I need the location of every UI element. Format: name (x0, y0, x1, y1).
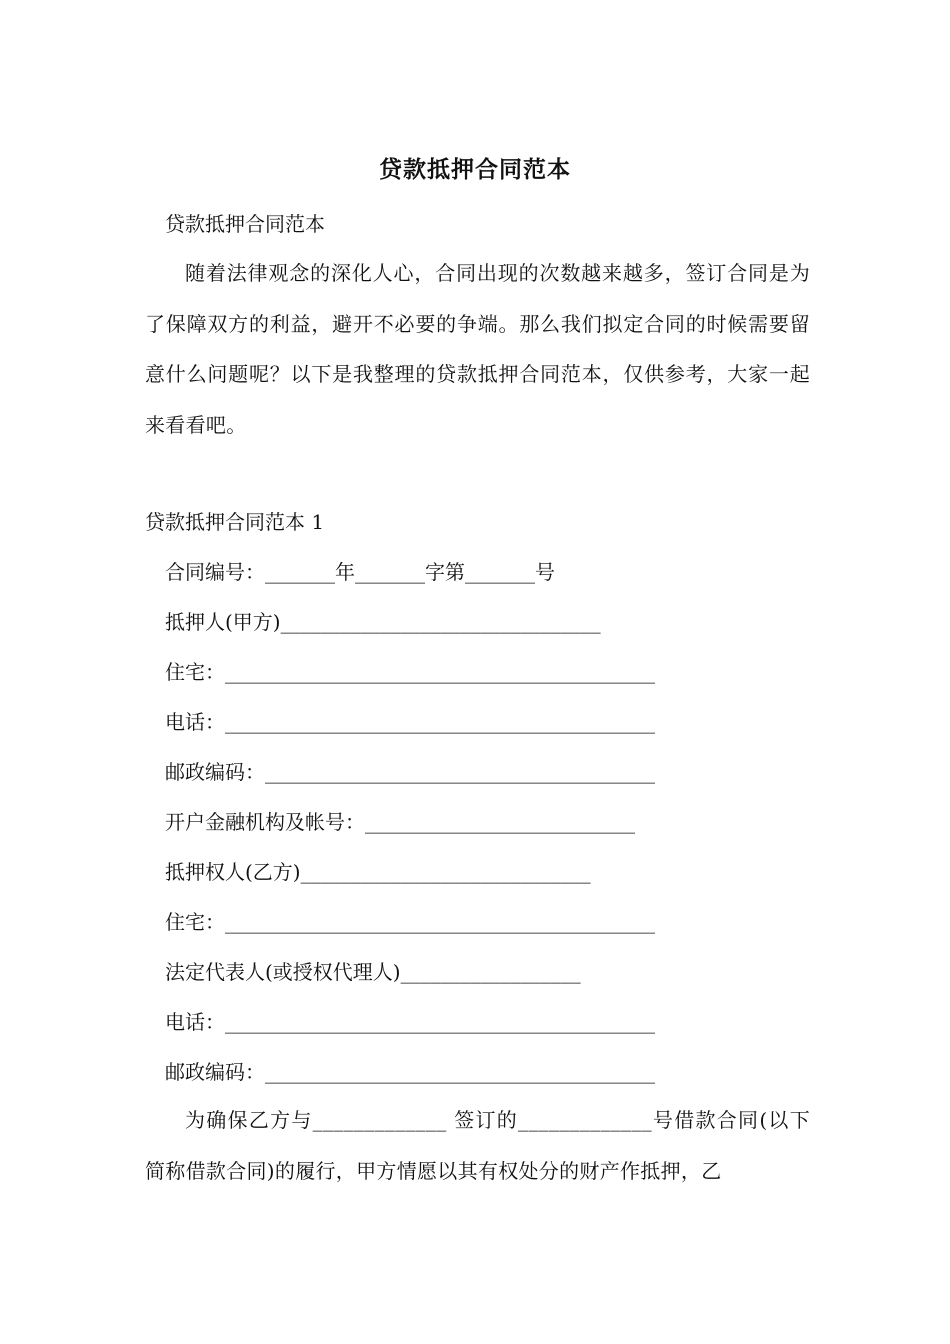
legal-representative-field: 法定代表人(或授权代理人)__________________ (165, 960, 581, 984)
mortgagee-phone-field: 电话：___________________________________________ (165, 1010, 655, 1034)
mortgagee-field: 抵押权人(乙方)_____________________________ (165, 860, 591, 884)
mortgagor-phone-field: 电话：___________________________________________ (165, 710, 655, 734)
mortgagor-residence-field: 住宅：___________________________________________ (165, 660, 655, 684)
mortgagor-field: 抵押人(甲方)________________________________ (165, 610, 601, 634)
document-title: 贷款抵押合同范本 (379, 156, 571, 183)
mortgagor-postcode-field: 邮政编码：_______________________________________ (165, 760, 655, 784)
bank-account-field: 开户金融机构及帐号：___________________________ (165, 810, 635, 834)
mortgagee-postcode-field: 邮政编码：_______________________________________ (165, 1060, 655, 1084)
intro-paragraph: 随着法律观念的深化人心，合同出现的次数越来越多，签订合同是为了保障双方的利益，避开不必要的争端。那么我们拟定合同的时候需要留意什么问题呢？以下是我整理的贷款抵押合同范本，仅供参考，大家一起来看看吧。 (145, 261, 810, 437)
section-heading: 贷款抵押合同范本 1 (145, 510, 325, 534)
contract-number-field: 合同编号：_______年_______字第_______号 (165, 560, 555, 584)
mortgagee-residence-field: 住宅：___________________________________________ (165, 910, 655, 934)
closing-paragraph: 为确保乙方与_____________ 签订的_____________号借款合同(以下简称借款合同)的履行，甲方情愿以其有权处分的财产作抵押，乙 (145, 1108, 810, 1183)
document-subtitle: 贷款抵押合同范本 (165, 212, 325, 236)
